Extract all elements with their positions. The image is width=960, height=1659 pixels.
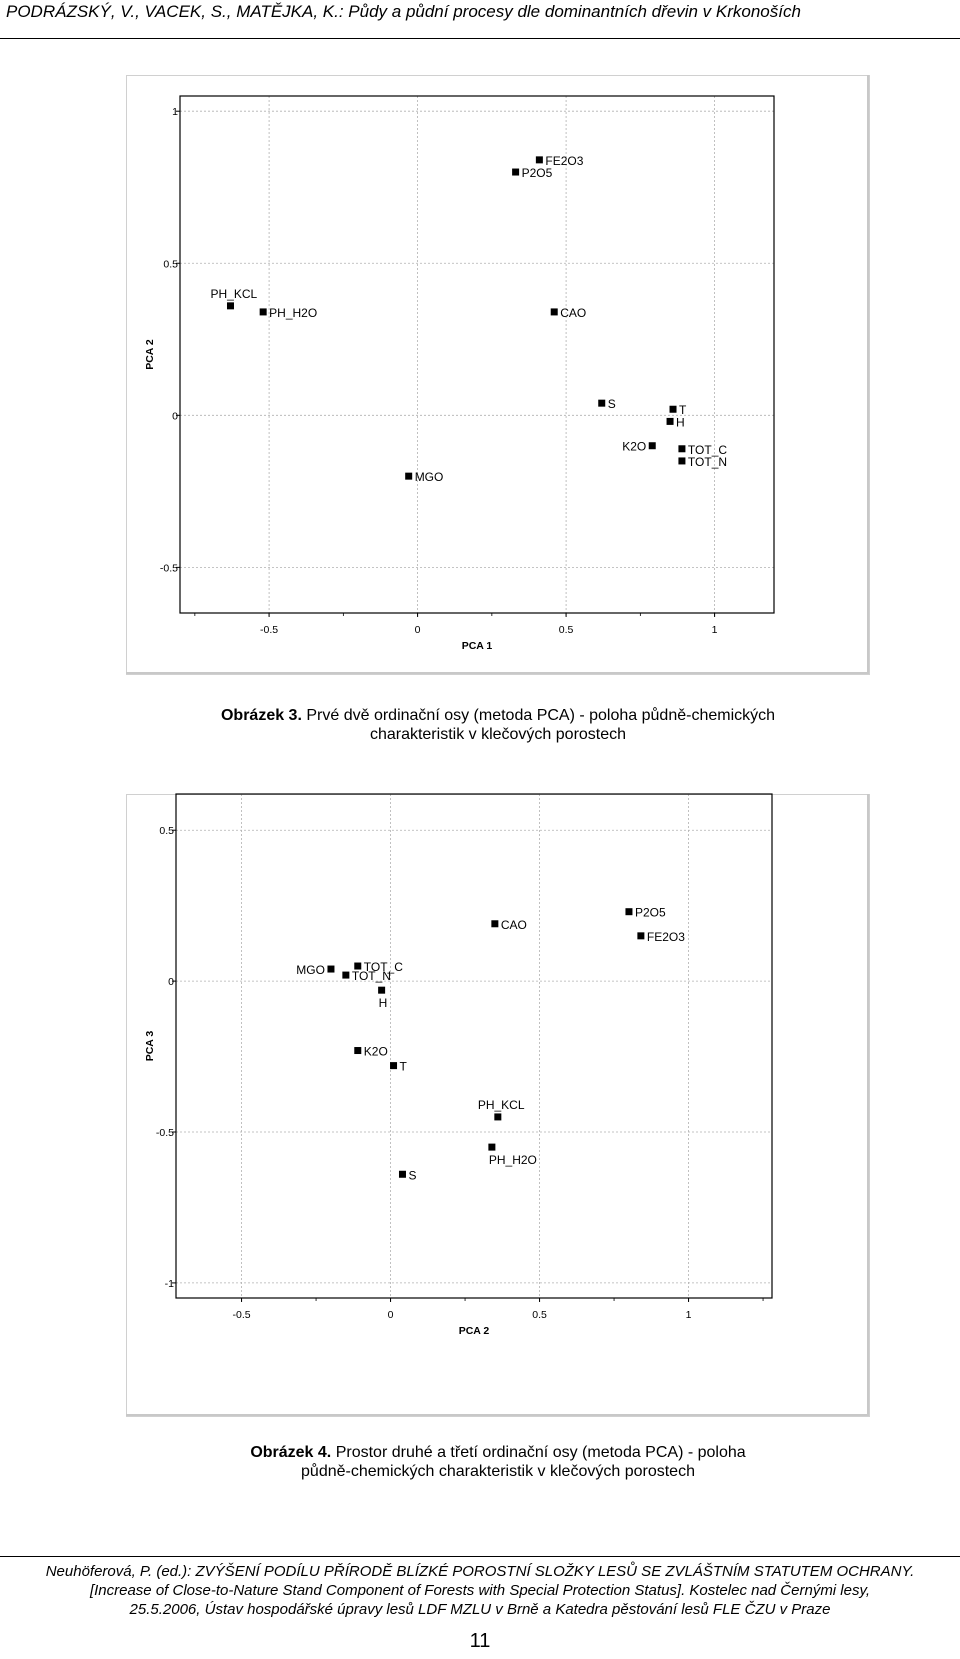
footer-rule bbox=[0, 1556, 960, 1557]
y-axis-title: PCA 3 bbox=[144, 1030, 156, 1062]
point-label-cao: CAO bbox=[560, 305, 587, 320]
y-tick-label: 0.5 bbox=[163, 258, 178, 271]
point-s bbox=[399, 1171, 406, 1178]
figure-3-caption-line1 bbox=[126, 706, 870, 725]
point-label-ph-h2o: PH_H2O bbox=[269, 305, 318, 320]
point-ph-h2o bbox=[260, 308, 267, 315]
x-axis-title: PCA 2 bbox=[458, 1325, 490, 1337]
point-ph-kcl bbox=[494, 1113, 501, 1120]
point-label-s: S bbox=[607, 397, 616, 412]
page-number: 11 bbox=[469, 1630, 491, 1652]
figure-frame bbox=[127, 76, 870, 675]
figure-4-caption-text: Prostor druhé a třetí ordinační osy (metoda PCA) - poloha bbox=[331, 1444, 746, 1461]
figure-4-caption bbox=[126, 1443, 870, 1481]
point-label-k2o: K2O bbox=[622, 439, 647, 454]
point-label-tot-c: TOT_C bbox=[363, 960, 403, 975]
point-tot-n bbox=[678, 457, 685, 464]
figure-3-caption-text: Prvé dvě ordinační osy (metoda PCA) - poloha půdně-chemických bbox=[301, 707, 776, 724]
point-k2o bbox=[354, 1047, 361, 1054]
point-label-k2o: K2O bbox=[363, 1044, 388, 1059]
point-ph-kcl bbox=[227, 302, 234, 309]
figure-3-caption-label: Obrázek 3. bbox=[220, 707, 302, 724]
figure-3-plot bbox=[126, 75, 870, 675]
footer-line3: 25.5.2006, Ústav hospodářské úpravy lesů LDF MZLU v Brně a Katedra pěstování lesů FLE ČZU v Praze bbox=[129, 1601, 831, 1618]
point-label-ph-h2o: PH_H2O bbox=[488, 1153, 537, 1168]
point-t bbox=[390, 1062, 397, 1069]
y-tick-label: -0.5 bbox=[155, 1127, 174, 1140]
y-tick-label: -1 bbox=[164, 1277, 174, 1290]
point-p2o5 bbox=[512, 169, 519, 176]
footer bbox=[0, 1562, 960, 1619]
footer-line2: [Increase of Close-to-Nature Stand Component of Forests with Special Protection Status]. Kostelec nad Černými lesy, bbox=[89, 1582, 871, 1599]
point-label-p2o5: P2O5 bbox=[521, 166, 553, 181]
x-tick-label: 0.5 bbox=[532, 1309, 547, 1321]
point-label-t: T bbox=[399, 1059, 407, 1074]
figure-4-chart bbox=[126, 794, 870, 1417]
point-ph-h2o bbox=[488, 1144, 495, 1151]
y-tick-label: 1 bbox=[172, 106, 178, 119]
point-label-p2o5: P2O5 bbox=[634, 905, 666, 920]
point-cao bbox=[491, 920, 498, 927]
figure-4-caption-line1 bbox=[126, 1443, 870, 1462]
running-header: PODRÁZSKÝ, V., VACEK, S., MATĚJKA, K.: Půdy a půdní procesy dle dominantních dřevin v Krkonoších bbox=[6, 2, 801, 21]
point-label-h: H bbox=[676, 415, 685, 430]
point-label-mgo: MGO bbox=[296, 963, 325, 978]
point-s bbox=[598, 400, 605, 407]
point-tot-n bbox=[342, 972, 349, 979]
point-tot-c bbox=[678, 445, 685, 452]
point-mgo bbox=[405, 473, 412, 480]
point-label-fe2o3: FE2O3 bbox=[646, 929, 685, 944]
point-label-h: H bbox=[378, 996, 388, 1011]
figure-4-plot bbox=[126, 794, 870, 1417]
x-axis-title: PCA 1 bbox=[461, 640, 493, 652]
point-p2o5 bbox=[625, 908, 632, 915]
point-label-t: T bbox=[679, 403, 687, 418]
point-fe2o3 bbox=[536, 156, 543, 163]
point-label-ph-kcl: PH_KCL bbox=[210, 286, 258, 301]
point-fe2o3 bbox=[637, 932, 644, 939]
header-rule bbox=[0, 38, 960, 39]
y-axis-title: PCA 2 bbox=[144, 339, 156, 370]
point-t bbox=[670, 406, 677, 413]
y-tick-label: 0 bbox=[168, 976, 174, 989]
point-label-cao: CAO bbox=[500, 917, 527, 932]
figure-3-caption bbox=[126, 706, 870, 744]
point-label-tot-n: TOT_N bbox=[351, 969, 391, 984]
figure-4-caption-line2: půdně-chemických charakteristik v klečových porostech bbox=[301, 1463, 695, 1480]
point-label-fe2o3: FE2O3 bbox=[545, 153, 584, 168]
y-tick-label: -0.5 bbox=[159, 562, 178, 575]
point-label-s: S bbox=[408, 1168, 417, 1183]
x-tick-label: 1 bbox=[711, 624, 718, 636]
point-h bbox=[667, 418, 674, 425]
point-cao bbox=[551, 308, 558, 315]
figure-3-chart bbox=[126, 75, 870, 675]
x-tick-label: -0.5 bbox=[260, 624, 279, 636]
point-h bbox=[378, 987, 385, 994]
x-tick-label: 0 bbox=[414, 624, 421, 636]
point-mgo bbox=[327, 966, 334, 973]
point-k2o bbox=[649, 442, 656, 449]
x-tick-label: -0.5 bbox=[232, 1309, 251, 1321]
figure-3-caption-line2: charakteristik v klečových porostech bbox=[369, 726, 627, 743]
y-tick-label: 0 bbox=[172, 410, 178, 423]
y-tick-label: 0.5 bbox=[159, 825, 174, 838]
point-label-mgo: MGO bbox=[414, 470, 444, 485]
x-tick-label: 0.5 bbox=[558, 624, 574, 636]
footer-line1: Neuhöferová, P. (ed.): ZVÝŠENÍ PODÍLU PŘÍRODĚ BLÍZKÉ POROSTNÍ SLOŽKY LESŮ SE ZVLÁŠTNÍM STATUTEM OCHRANY. bbox=[45, 1563, 915, 1580]
point-label-tot-c: TOT_C bbox=[687, 442, 728, 457]
x-tick-label: 1 bbox=[685, 1309, 692, 1321]
point-label-tot-n: TOT_N bbox=[687, 454, 728, 469]
point-label-ph-kcl: PH_KCL bbox=[477, 1097, 525, 1112]
figure-4-caption-label: Obrázek 4. bbox=[250, 1444, 332, 1461]
x-tick-label: 0 bbox=[387, 1309, 394, 1321]
